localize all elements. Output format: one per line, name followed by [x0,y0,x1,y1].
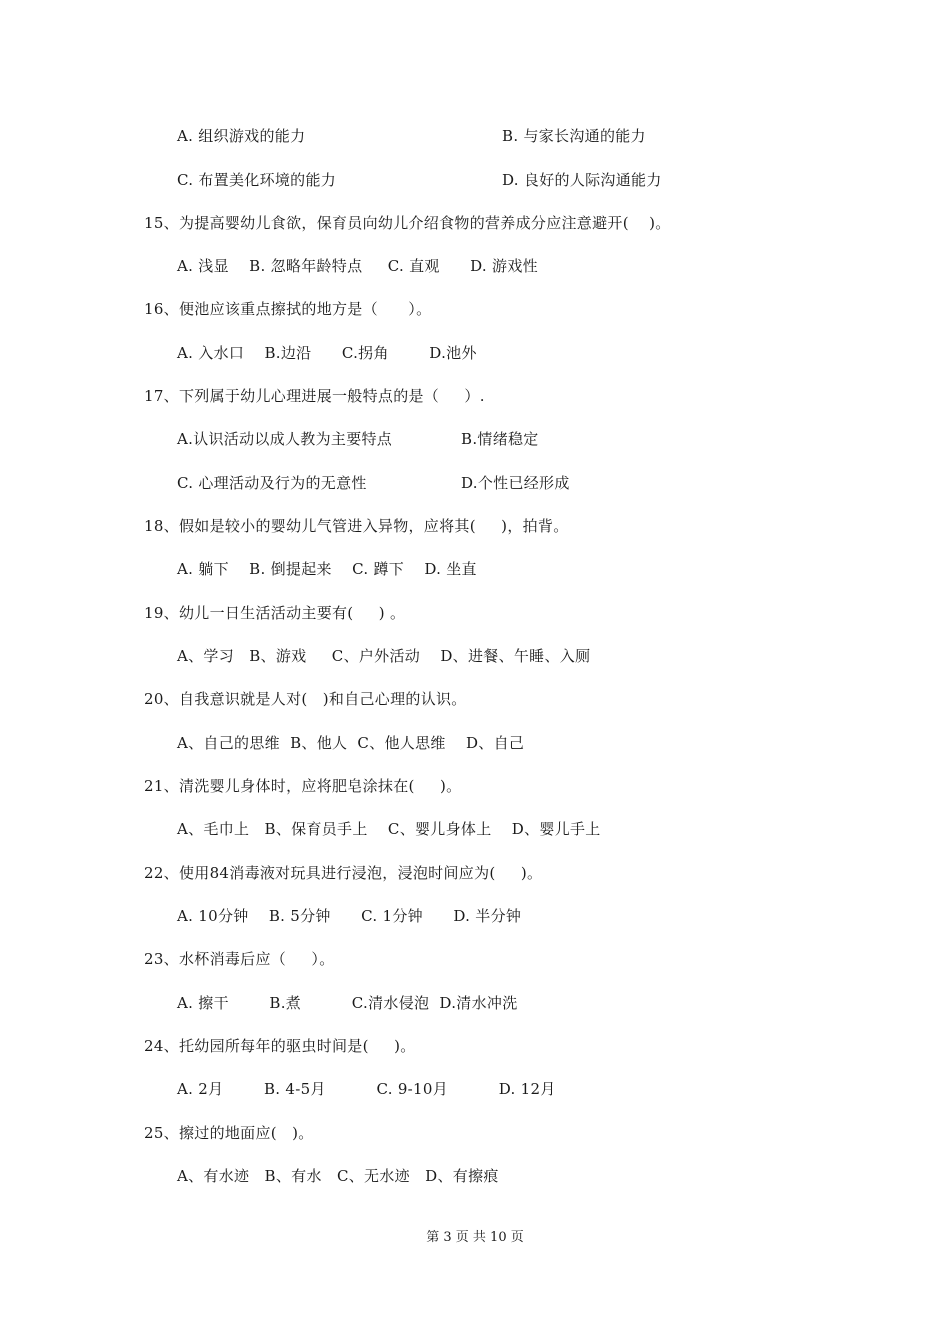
q23-options: A. 擦干 B.煮 C.清水侵泡 D.清水冲洗 [177,994,518,1012]
q16-stem: 16、便池应该重点擦拭的地方是（ ）。 [144,300,432,318]
q17-option-d: D.个性已经形成 [461,474,570,492]
q18-options: A. 躺下 B. 倒提起来 C. 蹲下 D. 坐直 [177,560,477,578]
q17-stem: 17、下列属于幼儿心理进展一般特点的是（ ）. [144,387,485,405]
q17-option-b: B.情绪稳定 [461,430,539,448]
q20-stem: 20、自我意识就是人对( )和自己心理的认识。 [144,690,467,708]
q24-options: A. 2月 B. 4-5月 C. 9-10月 D. 12月 [177,1080,556,1098]
q24-stem: 24、托幼园所每年的驱虫时间是( )。 [144,1037,416,1055]
q18-stem: 18、假如是较小的婴幼儿气管进入异物，应将其( )，拍背。 [144,517,569,535]
q20-options: A、自己的思维 B、他人 C、他人思维 D、自己 [177,734,525,752]
q25-options: A、有水迹 B、有水 C、无水迹 D、有擦痕 [177,1167,499,1185]
q14-option-b: B. 与家长沟通的能力 [502,127,646,145]
q21-options: A、毛巾上 B、保育员手上 C、婴儿身体上 D、婴儿手上 [177,820,601,838]
q14-option-c: C. 布置美化环境的能力 [177,171,337,189]
q16-options: A. 入水口 B.边沿 C.拐角 D.池外 [177,344,477,362]
q17-option-c: C. 心理活动及行为的无意性 [177,474,367,492]
q14-option-d: D. 良好的人际沟通能力 [502,171,662,189]
q19-stem: 19、幼儿一日生活活动主要有( ) 。 [144,604,406,622]
q14-option-a: A. 组织游戏的能力 [177,127,306,145]
q19-options: A、学习 B、游戏 C、户外活动 D、进餐、午睡、入厕 [177,647,591,665]
q21-stem: 21、清洗婴儿身体时，应将肥皂涂抹在( )。 [144,777,462,795]
q22-stem: 22、使用84消毒液对玩具进行浸泡，浸泡时间应为( )。 [144,864,543,882]
page-number-footer: 第 3 页 共 10 页 [426,1230,524,1245]
q25-stem: 25、擦过的地面应( )。 [144,1124,314,1142]
q22-options: A. 10分钟 B. 5分钟 C. 1分钟 D. 半分钟 [177,907,522,925]
q23-stem: 23、水杯消毒后应（ ）。 [144,950,335,968]
q15-stem: 15、为提高婴幼儿食欲，保育员向幼儿介绍食物的营养成分应注意避开( )。 [144,214,671,232]
q15-options: A. 浅显 B. 忽略年龄特点 C. 直观 D. 游戏性 [177,257,538,275]
q17-option-a: A.认识活动以成人教为主要特点 [177,430,393,448]
